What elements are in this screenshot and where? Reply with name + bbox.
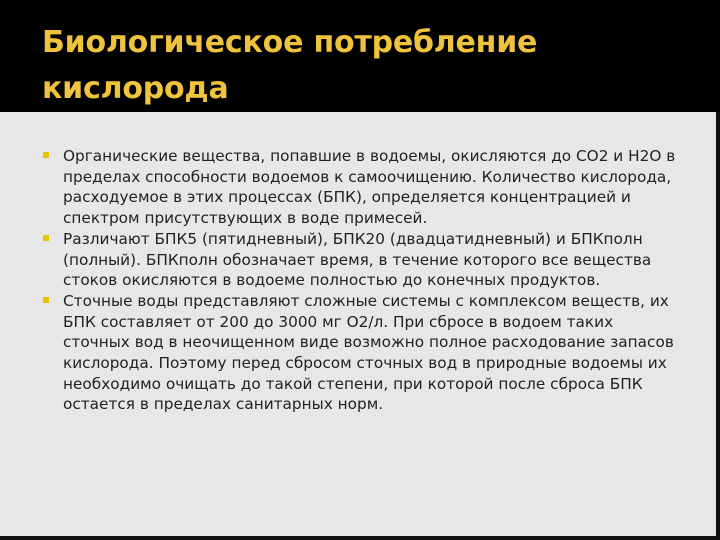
- slide-title: Биологическое потребление кислорода: [42, 25, 538, 106]
- bullet-square-icon: [43, 297, 49, 303]
- bullet-square-icon: [43, 235, 49, 241]
- bullet-text: Сточные воды представляют сложные системы с комплексом веществ, их БПК составляет от 200 до 3000 мг О2/л. При сбросе в водоем таких сточных вод в неочищенном виде возможно полное расходование запасов кислорода. Поэтому перед сбросом сточных вод в природные водоемы их необходимо очищать до такой степени, при которой после сброса БПК остается в пределах санитарных норм.: [63, 291, 674, 414]
- title-band: [0, 0, 720, 112]
- content-panel: [0, 112, 720, 540]
- bullet-item-organic-oxidation: [41, 146, 681, 229]
- bullet-square-icon: [43, 152, 49, 158]
- bullet-text: Различают БПК5 (пятидневный), БПК20 (двадцатидневный) и БПКполн (полный). БПКполн обозначает время, в течение которого все вещества стоков окисляются в водоеме полностью до конечных продуктов.: [63, 229, 652, 290]
- bullet-list: [41, 146, 681, 415]
- bullet-text: Органические вещества, попавшие в водоемы, окисляются до СО2 и Н2О в пределах способности водоемов к самоочищению. Количество кислорода, расходуемое в этих процессах (БПК), определяется концентрацией и спектром присутствующих в воде примесей.: [63, 147, 676, 228]
- bullet-item-wastewater-treatment: [41, 291, 681, 415]
- bullet-item-bpk-types: [41, 229, 681, 291]
